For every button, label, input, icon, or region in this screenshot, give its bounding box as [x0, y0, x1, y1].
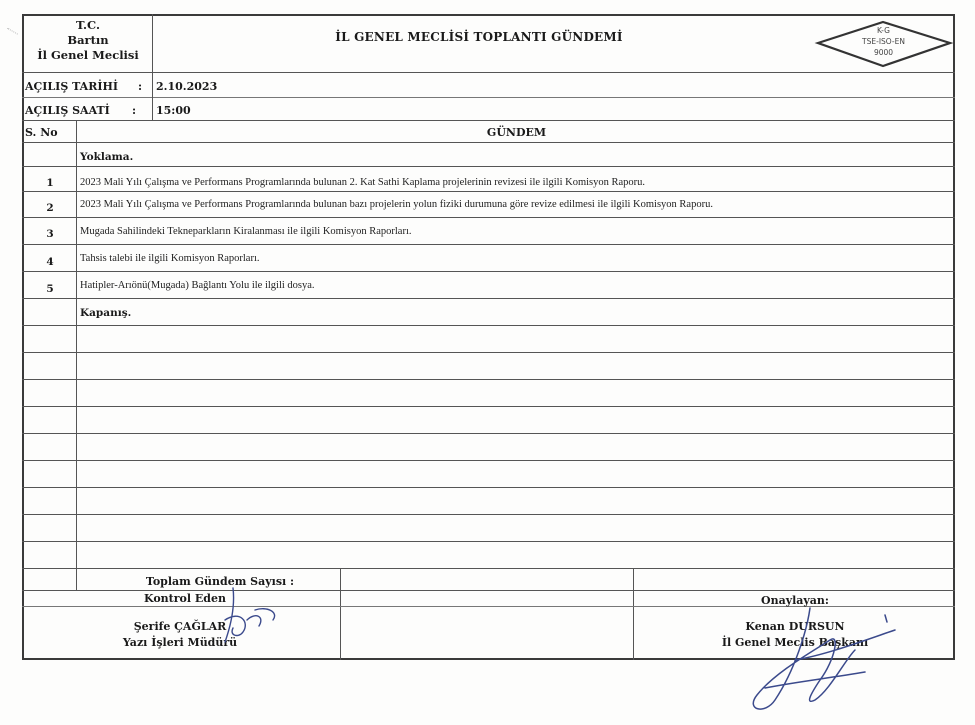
page-title: İL GENEL MECLİSİ TOPLANTI GÜNDEMİ — [335, 30, 623, 44]
opening-time-separator: : — [132, 104, 137, 117]
column-header-number: S. No — [25, 126, 58, 139]
total-agenda-count-label: Toplam Gündem Sayısı : — [145, 575, 295, 588]
opening-time-label: AÇILIŞ SAATİ — [25, 104, 110, 117]
closing: Kapanış. — [80, 307, 132, 319]
badge-line-2: TSE-ISO-EN — [862, 37, 905, 46]
row-3-text: Mugada Sahilindeki Tekneparkların Kiralanması ile ilgili Komisyon Raporları. — [80, 226, 412, 237]
org-line-3: İl Genel Meclisi — [37, 48, 139, 62]
badge-line-3: 9000 — [873, 48, 894, 57]
opening-time-value: 15:00 — [156, 104, 191, 117]
opening-date-label: AÇILIŞ TARİHİ — [25, 80, 119, 93]
approver-title: İl Genel Meclis Başkanı — [721, 636, 869, 649]
row-5-number: 5 — [46, 283, 54, 295]
row-4-number: 4 — [46, 256, 54, 268]
row-5-text: Hatipler-Arıönü(Mugada) Bağlantı Yolu ile ilgili dosya. — [80, 280, 315, 291]
row-4-text: Tahsis talebi ile ilgili Komisyon Raporları. — [80, 253, 260, 264]
badge-line-1: K-G — [877, 26, 890, 35]
row-1-text: 2023 Mali Yılı Çalışma ve Performans Programlarında bulunan 2. Kat Sathi Kaplama projelerinin revizesi ile ilgili Komisyon Raporu. — [80, 177, 646, 188]
opening-date-separator: : — [138, 80, 143, 93]
opening-date-value: 2.10.2023 — [156, 80, 218, 93]
row-1-number: 1 — [46, 177, 54, 189]
approver-signature — [735, 600, 905, 718]
approver-label: Onaylayan: — [761, 594, 829, 607]
row-2-text: 2023 Mali Yılı Çalışma ve Performans Programlarında bulunan bazı projelerin yolun fiziki durumuna göre revize edilmesi ile ilgili Komisyon Raporu. — [80, 199, 713, 210]
row-3-number: 3 — [46, 228, 54, 240]
row-2-number: 2 — [46, 202, 54, 214]
org-line-1: T.C. — [75, 18, 101, 32]
scan-mark — [2, 28, 18, 44]
checker-name: Şerife ÇAĞLAR — [133, 620, 227, 633]
approver-name: Kenan DURSUN — [745, 620, 845, 633]
column-header-agenda: GÜNDEM — [486, 126, 547, 139]
org-line-2: Bartın — [67, 33, 109, 47]
checker-title: Yazı İşleri Müdürü — [122, 636, 238, 649]
checker-label: Kontrol Eden — [144, 592, 226, 605]
opening-roll-call: Yoklama. — [80, 151, 134, 163]
checker-signature — [195, 580, 290, 650]
organization-block — [24, 18, 152, 63]
